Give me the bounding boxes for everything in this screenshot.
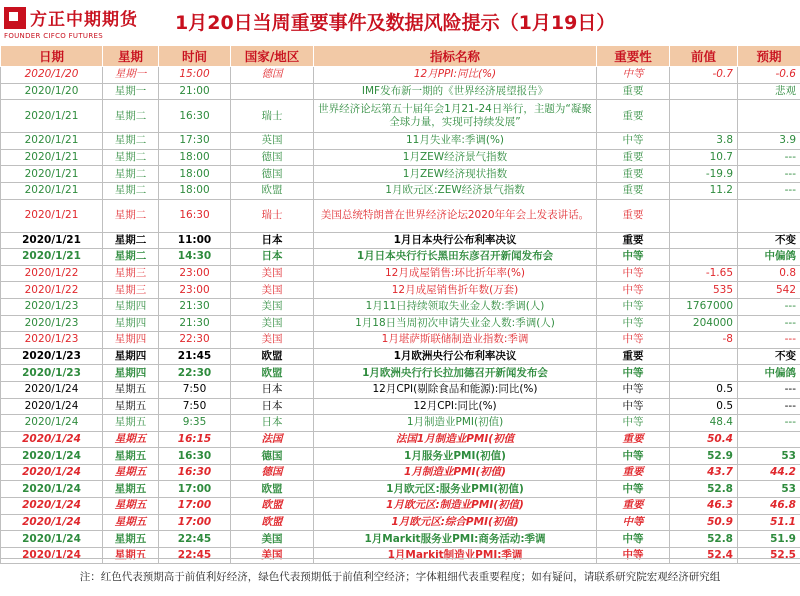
cell-region: 欧盟	[231, 348, 314, 365]
cell-previous: 0.5	[670, 381, 738, 398]
table-row	[1, 282, 800, 299]
table-row	[1, 298, 800, 315]
cell-time: 21:00	[159, 83, 231, 100]
cell-indicator: 1月18日当周初次申请失业金人数:季调(人)	[314, 315, 597, 332]
cell-region: 美国	[231, 298, 314, 315]
cell-importance: 重要	[597, 464, 670, 481]
cell-weekday: 星期四	[103, 365, 159, 382]
cell-region: 美国	[231, 332, 314, 349]
cell-importance: 中等	[597, 249, 670, 266]
table-row	[1, 332, 800, 349]
cell-date: 2020/1/24	[1, 531, 103, 548]
cell-date: 2020/1/23	[1, 315, 103, 332]
table-row	[1, 431, 800, 448]
logo-english-name: FOUNDER CIFCO FUTURES	[4, 32, 103, 40]
cell-date: 2020/1/21	[1, 166, 103, 183]
events-table	[0, 45, 800, 564]
cell-weekday: 星期二	[103, 149, 159, 166]
table-row	[1, 199, 800, 232]
cell-forecast: ---	[738, 298, 800, 315]
cell-weekday: 星期五	[103, 448, 159, 465]
cell-indicator: 1月欧元区:综合PMI(初值)	[314, 514, 597, 531]
cell-importance: 重要	[597, 83, 670, 100]
cell-indicator: IMF发布新一期的《世界经济展望报告》	[314, 83, 597, 100]
cell-indicator: 1月Markit制造业PMI:季调	[314, 547, 597, 564]
table-row	[1, 531, 800, 548]
table-row	[1, 166, 800, 183]
cell-importance: 中等	[597, 398, 670, 415]
page-header	[0, 0, 800, 44]
cell-region: 日本	[231, 398, 314, 415]
cell-importance: 中等	[597, 415, 670, 432]
table-row	[1, 448, 800, 465]
cell-forecast: ---	[738, 415, 800, 432]
cell-date: 2020/1/23	[1, 332, 103, 349]
cell-indicator: 1月堪萨斯联储制造业指数:季调	[314, 332, 597, 349]
cell-time: 21:45	[159, 348, 231, 365]
cell-weekday: 星期五	[103, 415, 159, 432]
cell-region: 德国	[231, 448, 314, 465]
cell-time: 11:00	[159, 232, 231, 249]
table-row	[1, 481, 800, 498]
cell-previous: 1767000	[670, 298, 738, 315]
cell-region: 英国	[231, 133, 314, 150]
cell-importance: 中等	[597, 282, 670, 299]
cell-date: 2020/1/24	[1, 381, 103, 398]
cell-time: 16:30	[159, 199, 231, 232]
cell-indicator: 1月服务业PMI(初值)	[314, 448, 597, 465]
cell-indicator: 法国1月制造业PMI(初值	[314, 431, 597, 448]
cell-previous	[670, 100, 738, 133]
cell-forecast: 53	[738, 448, 800, 465]
cell-indicator: 1月欧元区:制造业PMI(初值)	[314, 498, 597, 515]
cell-previous: 50.4	[670, 431, 738, 448]
cell-indicator: 12月CPI:同比(%)	[314, 398, 597, 415]
cell-forecast: ---	[738, 182, 800, 199]
cell-date: 2020/1/20	[1, 67, 103, 84]
cell-forecast: 中偏鸽	[738, 365, 800, 382]
col-header-previous: 前值	[670, 46, 738, 67]
cell-region: 美国	[231, 265, 314, 282]
company-logo	[4, 4, 122, 42]
cell-previous: 48.4	[670, 415, 738, 432]
cell-importance: 中等	[597, 265, 670, 282]
cell-date: 2020/1/21	[1, 133, 103, 150]
cell-forecast: 52.5	[738, 547, 800, 564]
table-row	[1, 365, 800, 382]
table-row	[1, 315, 800, 332]
cell-forecast: ---	[738, 332, 800, 349]
cell-region: 日本	[231, 415, 314, 432]
cell-forecast: 中偏鸽	[738, 249, 800, 266]
cell-indicator: 12月CPI(剔除食品和能源):同比(%)	[314, 381, 597, 398]
cell-time: 23:00	[159, 282, 231, 299]
cell-forecast: 44.2	[738, 464, 800, 481]
cell-weekday: 星期四	[103, 315, 159, 332]
cell-forecast: 53	[738, 481, 800, 498]
cell-time: 22:30	[159, 332, 231, 349]
cell-region: 德国	[231, 67, 314, 84]
cell-time: 17:00	[159, 481, 231, 498]
cell-time: 17:00	[159, 514, 231, 531]
cell-time: 22:45	[159, 531, 231, 548]
cell-region: 德国	[231, 149, 314, 166]
cell-indicator: 1月欧元区:ZEW经济景气指数	[314, 182, 597, 199]
cell-date: 2020/1/23	[1, 348, 103, 365]
cell-importance: 重要	[597, 431, 670, 448]
cell-indicator: 11月失业率:季调(%)	[314, 133, 597, 150]
footnote: 注：红色代表预期高于前值利好经济，绿色代表预期低于前值利空经济；字体粗细代表重要程度；如有疑问，请联系研究院宏观经济研究组	[0, 558, 800, 596]
table-row	[1, 464, 800, 481]
cell-indicator: 1月日本央行行长黑田东彦召开新闻发布会	[314, 249, 597, 266]
cell-previous: 52.8	[670, 481, 738, 498]
cell-weekday: 星期二	[103, 232, 159, 249]
cell-region: 美国	[231, 531, 314, 548]
table-row	[1, 381, 800, 398]
table-row	[1, 182, 800, 199]
cell-region: 美国	[231, 282, 314, 299]
table-row	[1, 398, 800, 415]
cell-date: 2020/1/21	[1, 149, 103, 166]
cell-time: 16:15	[159, 431, 231, 448]
cell-region: 日本	[231, 232, 314, 249]
cell-weekday: 星期二	[103, 133, 159, 150]
cell-time: 7:50	[159, 398, 231, 415]
cell-previous: 3.8	[670, 133, 738, 150]
cell-weekday: 星期五	[103, 498, 159, 515]
cell-weekday: 星期一	[103, 67, 159, 84]
cell-previous: -1.65	[670, 265, 738, 282]
cell-indicator: 1月制造业PMI(初值)	[314, 464, 597, 481]
cell-forecast: ---	[738, 398, 800, 415]
cell-date: 2020/1/22	[1, 282, 103, 299]
cell-previous: 52.9	[670, 448, 738, 465]
cell-time: 15:00	[159, 67, 231, 84]
cell-forecast: 3.9	[738, 133, 800, 150]
cell-time: 21:30	[159, 298, 231, 315]
cell-region: 美国	[231, 547, 314, 564]
col-header-forecast: 预期	[738, 46, 800, 67]
cell-forecast: 不变	[738, 232, 800, 249]
col-header-importance: 重要性	[597, 46, 670, 67]
cell-indicator: 1月11日持续领取失业金人数:季调(人)	[314, 298, 597, 315]
table-row	[1, 514, 800, 531]
cell-time: 18:00	[159, 166, 231, 183]
cell-region: 德国	[231, 166, 314, 183]
cell-time: 22:30	[159, 365, 231, 382]
cell-forecast: 0.8	[738, 265, 800, 282]
cell-importance: 中等	[597, 332, 670, 349]
col-header-region: 国家/地区	[231, 46, 314, 67]
cell-weekday: 星期三	[103, 265, 159, 282]
cell-forecast: ---	[738, 381, 800, 398]
cell-importance: 中等	[597, 531, 670, 548]
cell-importance: 中等	[597, 514, 670, 531]
cell-weekday: 星期一	[103, 83, 159, 100]
cell-previous	[670, 365, 738, 382]
cell-forecast: 51.1	[738, 514, 800, 531]
cell-region: 瑞士	[231, 199, 314, 232]
table-row	[1, 498, 800, 515]
cell-region: 瑞士	[231, 100, 314, 133]
cell-previous	[670, 83, 738, 100]
logo-mark-icon	[4, 7, 26, 29]
cell-time: 16:30	[159, 448, 231, 465]
cell-region: 欧盟	[231, 365, 314, 382]
cell-region: 德国	[231, 464, 314, 481]
table-row	[1, 67, 800, 84]
col-header-date: 日期	[1, 46, 103, 67]
cell-previous: -0.7	[670, 67, 738, 84]
cell-date: 2020/1/24	[1, 481, 103, 498]
cell-previous: 43.7	[670, 464, 738, 481]
cell-importance: 中等	[597, 67, 670, 84]
cell-forecast: ---	[738, 166, 800, 183]
cell-previous: 52.8	[670, 531, 738, 548]
cell-weekday: 星期二	[103, 249, 159, 266]
cell-importance: 重要	[597, 199, 670, 232]
cell-weekday: 星期五	[103, 431, 159, 448]
cell-region: 美国	[231, 315, 314, 332]
cell-indicator: 世界经济论坛第五十届年会1月21-24日举行，主题为“凝聚全球力量，实现可持续发展”	[314, 100, 597, 133]
cell-date: 2020/1/24	[1, 498, 103, 515]
cell-indicator: 1月ZEW经济现状指数	[314, 166, 597, 183]
table-header-row	[1, 46, 800, 67]
cell-previous	[670, 199, 738, 232]
cell-indicator: 12月成屋销售:环比折年率(%)	[314, 265, 597, 282]
cell-indicator: 12月成屋销售折年数(万套)	[314, 282, 597, 299]
cell-weekday: 星期二	[103, 199, 159, 232]
cell-forecast: 悲观	[738, 83, 800, 100]
cell-weekday: 星期五	[103, 481, 159, 498]
cell-weekday: 星期二	[103, 166, 159, 183]
cell-date: 2020/1/24	[1, 514, 103, 531]
cell-weekday: 星期五	[103, 514, 159, 531]
cell-weekday: 星期四	[103, 332, 159, 349]
cell-weekday: 星期五	[103, 547, 159, 564]
cell-importance: 中等	[597, 315, 670, 332]
cell-previous: -8	[670, 332, 738, 349]
cell-forecast: -0.6	[738, 67, 800, 84]
cell-date: 2020/1/24	[1, 398, 103, 415]
cell-time: 14:30	[159, 249, 231, 266]
cell-time: 23:00	[159, 265, 231, 282]
cell-importance: 中等	[597, 481, 670, 498]
cell-date: 2020/1/23	[1, 365, 103, 382]
cell-indicator: 12月PPI:同比(%)	[314, 67, 597, 84]
table-row	[1, 415, 800, 432]
cell-weekday: 星期四	[103, 348, 159, 365]
cell-previous: 10.7	[670, 149, 738, 166]
cell-time: 9:35	[159, 415, 231, 432]
cell-importance: 重要	[597, 232, 670, 249]
cell-weekday: 星期五	[103, 531, 159, 548]
cell-importance: 重要	[597, 182, 670, 199]
cell-date: 2020/1/22	[1, 265, 103, 282]
cell-previous: -19.9	[670, 166, 738, 183]
table-row	[1, 249, 800, 266]
cell-previous: 52.4	[670, 547, 738, 564]
cell-importance: 重要	[597, 498, 670, 515]
logo-chinese-name: 方正中期期货	[30, 5, 138, 30]
cell-date: 2020/1/21	[1, 199, 103, 232]
cell-weekday: 星期三	[103, 282, 159, 299]
cell-time: 17:30	[159, 133, 231, 150]
cell-weekday: 星期五	[103, 381, 159, 398]
cell-date: 2020/1/21	[1, 249, 103, 266]
cell-date: 2020/1/21	[1, 182, 103, 199]
cell-importance: 重要	[597, 149, 670, 166]
cell-date: 2020/1/24	[1, 464, 103, 481]
cell-previous: 204000	[670, 315, 738, 332]
table-row	[1, 348, 800, 365]
cell-previous: 50.9	[670, 514, 738, 531]
cell-indicator: 1月ZEW经济景气指数	[314, 149, 597, 166]
cell-indicator: 1月Markit服务业PMI:商务活动:季调	[314, 531, 597, 548]
cell-forecast: 不变	[738, 348, 800, 365]
cell-forecast	[738, 199, 800, 232]
cell-time: 18:00	[159, 182, 231, 199]
cell-time: 22:45	[159, 547, 231, 564]
cell-weekday: 星期二	[103, 100, 159, 133]
cell-time: 21:30	[159, 315, 231, 332]
cell-importance: 重要	[597, 166, 670, 183]
cell-date: 2020/1/24	[1, 448, 103, 465]
cell-region: 法国	[231, 431, 314, 448]
col-header-indicator: 指标名称	[314, 46, 597, 67]
cell-weekday: 星期二	[103, 182, 159, 199]
cell-time: 17:00	[159, 498, 231, 515]
cell-indicator: 美国总统特朗普在世界经济论坛2020年年会上发表讲话。	[314, 199, 597, 232]
cell-region: 欧盟	[231, 514, 314, 531]
cell-indicator: 1月欧洲央行公布利率决议	[314, 348, 597, 365]
cell-time: 16:30	[159, 100, 231, 133]
cell-importance: 中等	[597, 381, 670, 398]
cell-forecast: ---	[738, 315, 800, 332]
cell-time: 7:50	[159, 381, 231, 398]
cell-date: 2020/1/24	[1, 547, 103, 564]
cell-weekday: 星期五	[103, 464, 159, 481]
cell-date: 2020/1/20	[1, 83, 103, 100]
cell-weekday: 星期四	[103, 298, 159, 315]
cell-previous	[670, 249, 738, 266]
cell-importance: 中等	[597, 365, 670, 382]
cell-time: 18:00	[159, 149, 231, 166]
cell-region: 日本	[231, 381, 314, 398]
table-body	[1, 67, 800, 564]
cell-importance: 中等	[597, 547, 670, 564]
cell-forecast: 51.9	[738, 531, 800, 548]
cell-forecast: 542	[738, 282, 800, 299]
col-header-time: 时间	[159, 46, 231, 67]
cell-indicator: 1月日本央行公布利率决议	[314, 232, 597, 249]
col-header-weekday: 星期	[103, 46, 159, 67]
cell-previous	[670, 348, 738, 365]
cell-importance: 中等	[597, 298, 670, 315]
cell-date: 2020/1/23	[1, 298, 103, 315]
cell-importance: 中等	[597, 133, 670, 150]
cell-date: 2020/1/21	[1, 232, 103, 249]
cell-indicator: 1月欧元区:服务业PMI(初值)	[314, 481, 597, 498]
cell-importance: 中等	[597, 448, 670, 465]
cell-importance: 重要	[597, 100, 670, 133]
cell-previous: 0.5	[670, 398, 738, 415]
cell-indicator: 1月制造业PMI(初值)	[314, 415, 597, 432]
cell-previous: 46.3	[670, 498, 738, 515]
cell-previous: 535	[670, 282, 738, 299]
table-row	[1, 133, 800, 150]
table-row	[1, 149, 800, 166]
cell-forecast: 46.8	[738, 498, 800, 515]
cell-indicator: 1月欧洲央行行长拉加德召开新闻发布会	[314, 365, 597, 382]
page-title: 1月20日当周重要事件及数据风险提示（1月19日）	[175, 8, 615, 35]
cell-previous: 11.2	[670, 182, 738, 199]
table-row	[1, 265, 800, 282]
cell-time: 16:30	[159, 464, 231, 481]
cell-region: 欧盟	[231, 498, 314, 515]
cell-weekday: 星期五	[103, 398, 159, 415]
cell-date: 2020/1/21	[1, 100, 103, 133]
table-row	[1, 232, 800, 249]
cell-forecast: ---	[738, 149, 800, 166]
cell-region: 日本	[231, 249, 314, 266]
cell-forecast	[738, 100, 800, 133]
cell-date: 2020/1/24	[1, 431, 103, 448]
table-row	[1, 83, 800, 100]
table-row	[1, 100, 800, 133]
cell-region: 欧盟	[231, 481, 314, 498]
cell-forecast	[738, 431, 800, 448]
cell-region	[231, 83, 314, 100]
cell-date: 2020/1/24	[1, 415, 103, 432]
cell-previous	[670, 232, 738, 249]
cell-region: 欧盟	[231, 182, 314, 199]
cell-importance: 重要	[597, 348, 670, 365]
